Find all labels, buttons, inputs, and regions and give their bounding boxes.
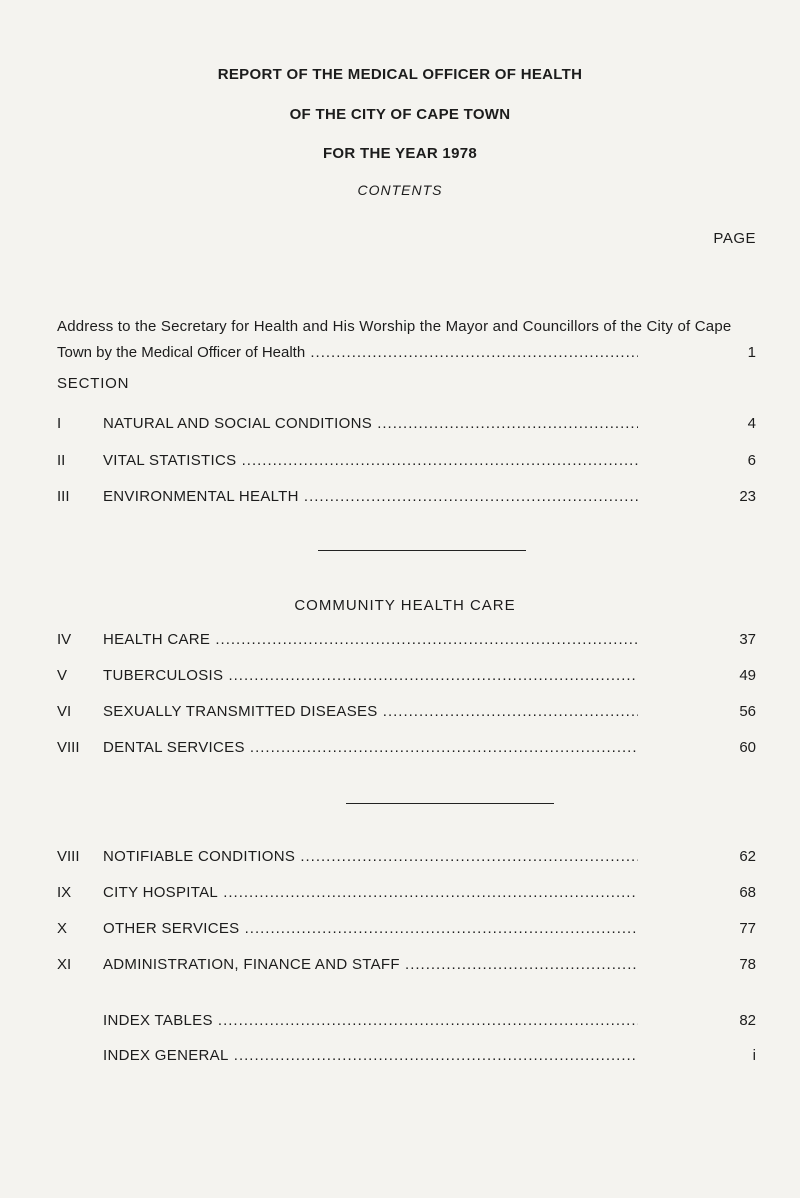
toc-entry-title: VITAL STATISTICS ..... (103, 452, 638, 469)
toc-entry-title: NOTIFIABLE CONDITIONS ..... (103, 848, 638, 865)
index-entry (0, 1012, 800, 1036)
page-column-heading: PAGE (713, 230, 756, 247)
toc-entry (0, 920, 800, 944)
toc-entry-title: TUBERCULOSIS ..... (103, 667, 638, 684)
toc-entry-title: DENTAL SERVICES ..... (103, 739, 638, 756)
toc-entry-number: X (57, 920, 68, 937)
toc-entry-number: VIII (57, 848, 80, 865)
toc-entry-title: NATURAL AND SOCIAL CONDITIONS ..... (103, 415, 638, 432)
toc-entry-page: 4 (747, 415, 756, 432)
toc-entry (0, 415, 800, 439)
address-entry-page: 1 (747, 344, 756, 361)
toc-entry-number: II (57, 452, 66, 469)
toc-entry-page: 62 (739, 848, 756, 865)
toc-entry-page: 6 (747, 452, 756, 469)
index-entry-title: INDEX TABLES ..... (103, 1012, 638, 1029)
toc-entry-number: XI (57, 956, 72, 973)
toc-entry-title: HEALTH CARE ..... (103, 631, 638, 648)
toc-entry-page: 68 (739, 884, 756, 901)
index-entry (0, 1047, 800, 1071)
toc-entry (0, 667, 800, 691)
index-entry-title: INDEX GENERAL ..... (103, 1047, 638, 1064)
toc-entry-page: 78 (739, 956, 756, 973)
toc-entry-page: 23 (739, 488, 756, 505)
section-heading: SECTION (57, 375, 130, 392)
toc-entry-page: 60 (739, 739, 756, 756)
toc-entry-page: 77 (739, 920, 756, 937)
report-title-line-2: OF THE CITY OF CAPE TOWN (289, 106, 511, 123)
divider-rule (346, 803, 554, 804)
index-entry-page: i (752, 1047, 756, 1064)
toc-entry-number: III (57, 488, 70, 505)
community-health-care-heading: COMMUNITY HEALTH CARE (294, 597, 516, 614)
contents-heading: CONTENTS (357, 182, 443, 198)
toc-entry-number: VIII (57, 739, 80, 756)
toc-entry (0, 739, 800, 763)
toc-entry-page: 49 (739, 667, 756, 684)
toc-entry (0, 631, 800, 655)
divider-rule (318, 550, 526, 551)
toc-entry-page: 37 (739, 631, 756, 648)
toc-entry-title: SEXUALLY TRANSMITTED DISEASES ..... (103, 703, 638, 720)
report-title-line-1: REPORT OF THE MEDICAL OFFICER OF HEALTH (217, 66, 583, 83)
report-title-line-3: FOR THE YEAR 1978 (322, 145, 478, 162)
address-entry-line-1: Address to the Secretary for Health and His Worship the Mayor and Councillors of the City of Cape (57, 318, 732, 335)
toc-entry (0, 488, 800, 512)
toc-entry (0, 956, 800, 980)
address-entry-line-2: Town by the Medical Officer of Health ..... (57, 344, 638, 361)
toc-entry (0, 848, 800, 872)
toc-entry (0, 452, 800, 476)
toc-entry-page: 56 (739, 703, 756, 720)
toc-entry-title: CITY HOSPITAL ..... (103, 884, 638, 901)
toc-entry-number: VI (57, 703, 72, 720)
toc-entry-number: I (57, 415, 62, 432)
toc-entry-title: OTHER SERVICES ..... (103, 920, 638, 937)
toc-entry-number: V (57, 667, 68, 684)
index-entry-page: 82 (739, 1012, 756, 1029)
toc-entry-number: IV (57, 631, 72, 648)
toc-entry-title: ADMINISTRATION, FINANCE AND STAFF ..... (103, 956, 638, 973)
toc-entry-title: ENVIRONMENTAL HEALTH ..... (103, 488, 638, 505)
toc-entry-number: IX (57, 884, 72, 901)
toc-entry (0, 884, 800, 908)
toc-entry (0, 703, 800, 727)
